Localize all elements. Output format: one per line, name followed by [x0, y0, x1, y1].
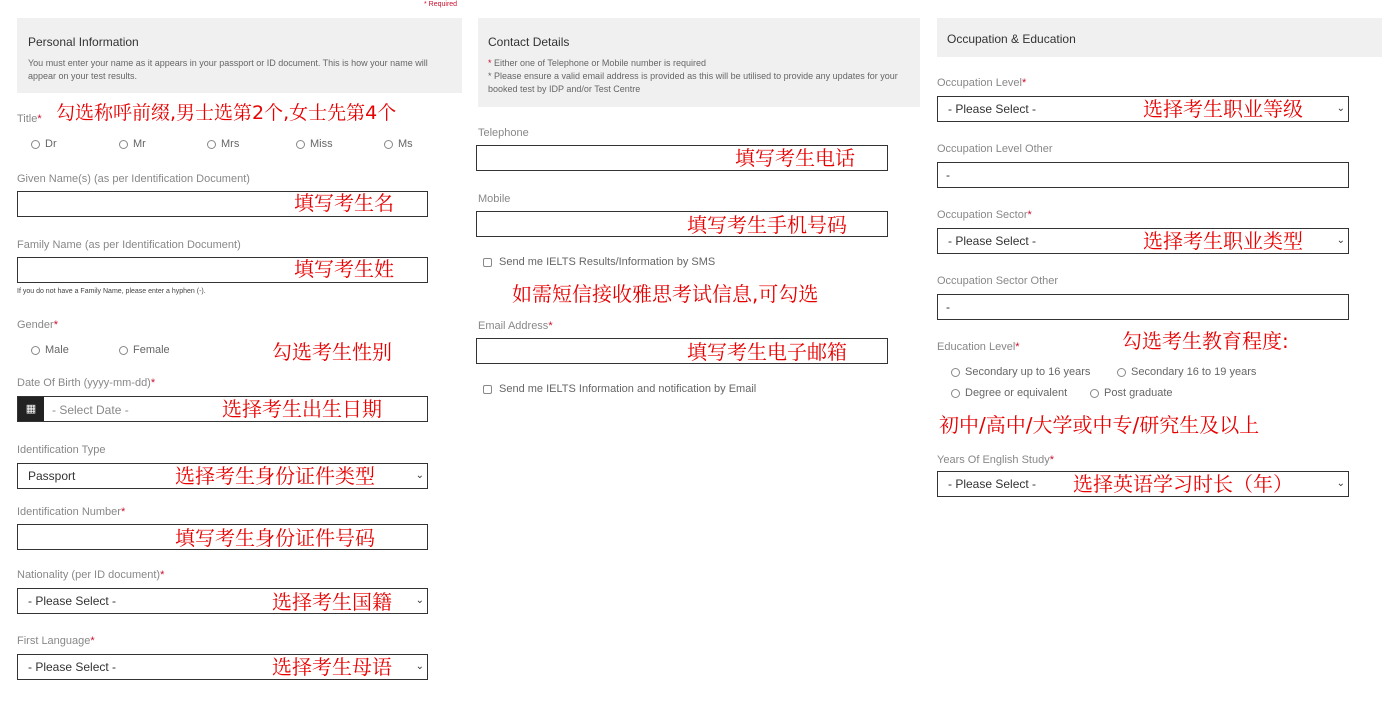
id-type-value: Passport [28, 469, 76, 483]
telephone-annotation: 填写考生电话 [735, 146, 855, 170]
nationality-label: Nationality (per ID document)* [17, 569, 165, 581]
occupation-title: Occupation & Education [947, 32, 1076, 46]
occupation-sector-value: - Please Select - [948, 234, 1037, 248]
english-years-annotation: 选择英语学习时长（年） [1073, 472, 1293, 496]
contact-header [478, 18, 920, 107]
id-type-annotation: 选择考生身份证件类型 [175, 464, 375, 488]
gender-label: Gender* [17, 319, 58, 331]
id-number-annotation: 填写考生身份证件号码 [175, 526, 375, 550]
radio-icon [31, 346, 40, 355]
occupation-level-other-value: - [946, 168, 950, 182]
contact-note-1: * Either one of Telephone or Mobile number is required [488, 58, 706, 68]
gender-option-female[interactable]: Female [119, 344, 170, 356]
title-label: Title* [17, 113, 42, 125]
chevron-down-icon: ⌄ [415, 470, 424, 481]
gender-annotation: 勾选考生性别 [272, 340, 392, 364]
radio-icon [119, 140, 128, 149]
radio-icon [31, 140, 40, 149]
email-label: Email Address* [478, 320, 553, 332]
title-option-mr[interactable]: Mr [119, 138, 207, 150]
radio-icon [1117, 368, 1126, 377]
gender-option-male[interactable]: Male [31, 344, 119, 356]
english-years-value: - Please Select - [948, 477, 1037, 491]
radio-icon [207, 140, 216, 149]
first-language-value: - Please Select - [28, 660, 117, 674]
id-type-label: Identification Type [17, 444, 106, 456]
family-name-annotation: 填写考生姓 [294, 257, 394, 281]
first-language-annotation: 选择考生母语 [272, 655, 392, 679]
telephone-label: Telephone [478, 127, 529, 139]
education-option-secondary-16[interactable]: Secondary up to 16 years [951, 366, 1117, 378]
occupation-level-label: Occupation Level* [937, 77, 1027, 89]
given-name-label: Given Name(s) (as per Identification Document) [17, 173, 250, 185]
radio-icon [951, 368, 960, 377]
given-name-annotation: 填写考生名 [294, 191, 394, 215]
education-options-row-1 [951, 366, 1256, 378]
occupation-sector-other-value: - [946, 300, 950, 314]
occupation-header [937, 18, 1382, 57]
checkbox-icon [483, 385, 492, 394]
personal-info-note: You must enter your name as it appears in your passport or ID document. This is how your name will appear on your test results. [28, 58, 428, 81]
gender-options [31, 344, 170, 356]
education-options-row-2 [951, 387, 1173, 399]
education-option-post-graduate[interactable]: Post graduate [1090, 387, 1173, 399]
occupation-level-other-input[interactable] [937, 162, 1349, 188]
title-option-miss[interactable]: Miss [296, 138, 384, 150]
radio-icon [1090, 389, 1099, 398]
nationality-annotation: 选择考生国籍 [272, 590, 392, 614]
dob-annotation: 选择考生出生日期 [222, 397, 382, 421]
education-option-secondary-16-19[interactable]: Secondary 16 to 19 years [1117, 366, 1256, 378]
title-options [31, 138, 413, 150]
radio-icon [384, 140, 393, 149]
occupation-sector-other-label: Occupation Sector Other [937, 275, 1059, 287]
first-language-label: First Language* [17, 635, 95, 647]
email-annotation: 填写考生电子邮箱 [687, 340, 847, 364]
education-label: Education Level* [937, 341, 1020, 353]
dob-placeholder: - Select Date - [52, 403, 129, 417]
contact-title: Contact Details [488, 35, 570, 49]
radio-icon [951, 389, 960, 398]
radio-icon [296, 140, 305, 149]
nationality-value: - Please Select - [28, 594, 117, 608]
chevron-down-icon: ⌄ [1336, 478, 1345, 489]
occupation-level-value: - Please Select - [948, 102, 1037, 116]
dob-label: Date Of Birth (yyyy-mm-dd)* [17, 377, 156, 389]
mobile-label: Mobile [478, 193, 511, 205]
occupation-sector-annotation: 选择考生职业类型 [1143, 229, 1303, 253]
mobile-annotation: 填写考生手机号码 [687, 213, 847, 237]
checkbox-icon [483, 258, 492, 267]
family-name-label: Family Name (as per Identification Document) [17, 239, 241, 251]
family-name-hint: If you do not have a Family Name, please enter a hyphen (-). [17, 288, 206, 295]
title-option-mrs[interactable]: Mrs [207, 138, 296, 150]
english-years-label: Years Of English Study* [937, 454, 1054, 466]
occupation-sector-other-input[interactable] [937, 294, 1349, 320]
title-option-ms[interactable]: Ms [384, 138, 413, 150]
education-annotation: 勾选考生教育程度: [1122, 329, 1289, 353]
occupation-sector-label: Occupation Sector* [937, 209, 1032, 221]
title-option-dr[interactable]: Dr [31, 138, 119, 150]
sms-annotation: 如需短信接收雅思考试信息,可勾选 [512, 282, 819, 306]
chevron-down-icon: ⌄ [415, 661, 424, 672]
title-annotation: 勾选称呼前缀,男士选第2个,女士先第4个 [56, 102, 397, 124]
personal-info-title: Personal Information [28, 35, 139, 49]
chevron-down-icon: ⌄ [415, 595, 424, 606]
occupation-level-annotation: 选择考生职业等级 [1143, 97, 1303, 121]
education-option-degree[interactable]: Degree or equivalent [951, 387, 1090, 399]
radio-icon [119, 346, 128, 355]
required-note: * Required [424, 1, 458, 8]
personal-info-header [17, 18, 462, 93]
id-number-label: Identification Number* [17, 506, 126, 518]
contact-note-2: * Please ensure a valid email address is provided as this will be utilised to provide any updates for your booked test by IDP and/or Test Centre [488, 71, 898, 94]
education-detail-annotation: 初中/高中/大学或中专/研究生及以上 [939, 413, 1260, 437]
email-opt-checkbox[interactable]: Send me IELTS Information and notification by Email [483, 383, 756, 395]
sms-checkbox[interactable]: Send me IELTS Results/Information by SMS [483, 256, 715, 268]
calendar-icon[interactable]: ▦ [18, 397, 44, 421]
chevron-down-icon: ⌄ [1336, 235, 1345, 246]
occupation-level-other-label: Occupation Level Other [937, 143, 1053, 155]
chevron-down-icon: ⌄ [1336, 103, 1345, 114]
